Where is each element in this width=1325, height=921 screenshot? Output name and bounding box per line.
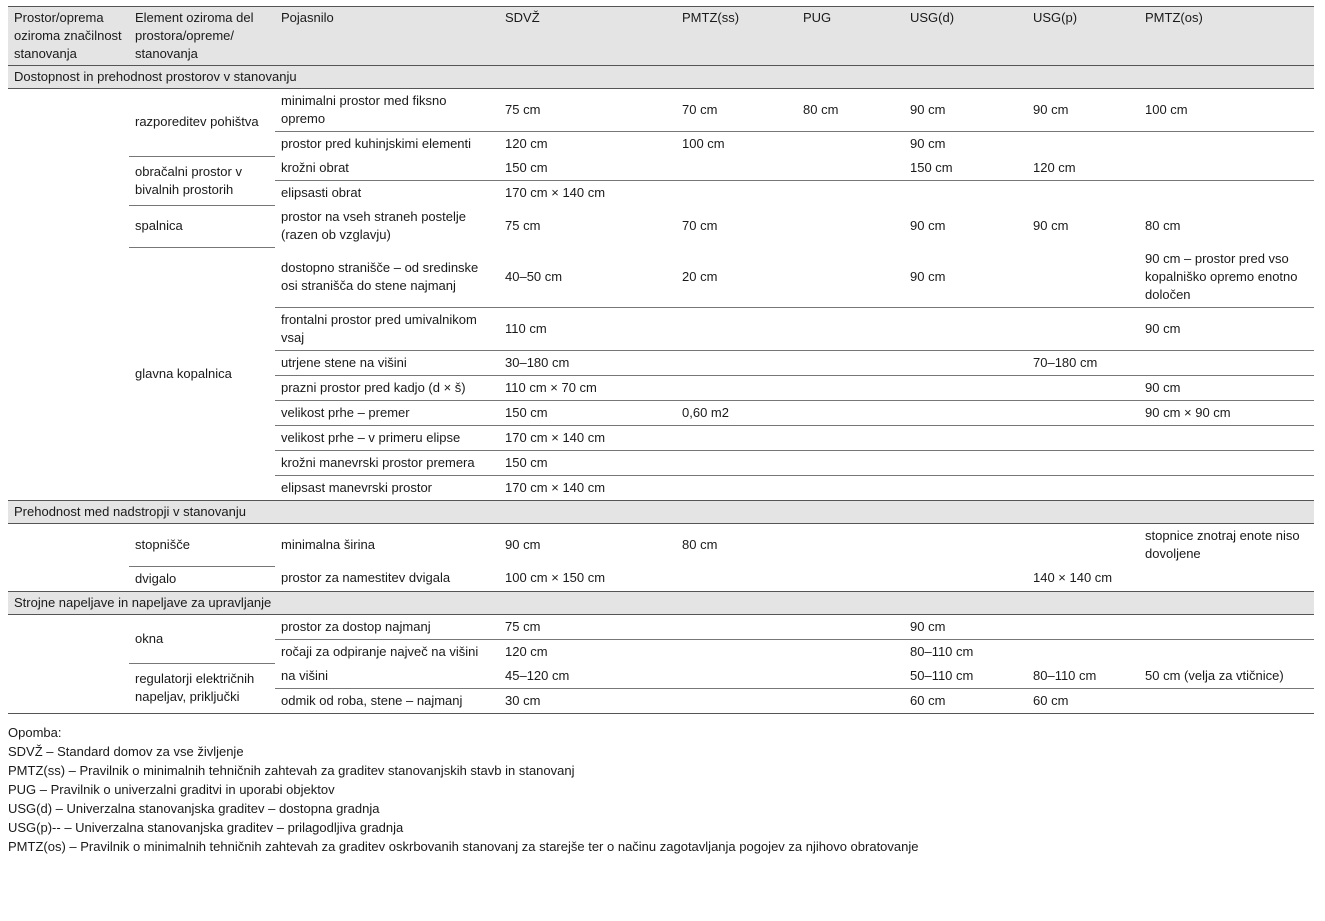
element-cell: okna [135, 630, 164, 646]
explanation-cell: krožni obrat [281, 160, 349, 175]
value-cell: 90 cm [505, 537, 541, 552]
value-cell [904, 524, 1027, 567]
explanation-cell: prostor za namestitev dvigala [281, 570, 451, 586]
value-cell: 50 cm (velja za vtičnice) [1145, 667, 1284, 683]
value-cell: 170 cm × 140 cm [499, 426, 676, 451]
table-row [8, 156, 1314, 181]
table-body [8, 66, 1314, 714]
value-cell: 150 cm [505, 160, 548, 175]
element-cell: obračalni prostor v bivalnih prostorih [129, 156, 275, 205]
explanation-cell: odmik od roba, stene – najmanj [275, 688, 499, 713]
value-cell: 120 cm [1033, 160, 1076, 175]
value-cell: 0,60 m2 [676, 401, 797, 426]
element-cell: stopnišče [135, 536, 190, 552]
value-cell: 100 cm [1145, 102, 1188, 117]
value-cell [904, 401, 1027, 426]
explanation-cell: elipsast manevrski prostor [275, 476, 499, 501]
column-header: Element oziroma del prostora/opreme/ stanovanja [129, 7, 275, 66]
value-cell: 80 cm [1145, 218, 1181, 233]
value-cell [1139, 351, 1314, 376]
column-header: PMTZ(ss) [676, 7, 797, 66]
value-cell: 90 cm [904, 132, 1027, 157]
value-cell [676, 426, 797, 451]
space-cell [8, 89, 129, 501]
table-row [8, 524, 1314, 567]
value-cell [797, 156, 904, 181]
value-cell: 70 cm [682, 218, 718, 233]
value-cell [1139, 566, 1314, 591]
table-row [8, 247, 1314, 308]
value-cell [797, 351, 904, 376]
value-cell [676, 376, 797, 401]
table-row [8, 614, 1314, 639]
explanation-cell: ročaji za odpiranje največ na višini [275, 639, 499, 664]
value-cell: 90 cm [1139, 376, 1314, 401]
value-cell [797, 664, 904, 689]
section-row [8, 66, 1314, 89]
table-row [8, 566, 1314, 591]
value-cell [1027, 308, 1139, 351]
value-cell: 80 cm [682, 537, 718, 552]
explanation-cell: minimalni prostor med fiksno opremo [281, 93, 447, 126]
value-cell [1027, 476, 1139, 501]
explanation-cell: prostor pred kuhinjskimi elementi [275, 132, 499, 157]
value-cell: 90 cm × 90 cm [1139, 401, 1314, 426]
value-cell: 90 cm [910, 269, 946, 284]
value-cell [676, 639, 797, 664]
explanation-cell: elipsasti obrat [275, 181, 499, 206]
table-row [8, 664, 1314, 689]
value-cell: 90 cm [1033, 102, 1069, 117]
value-cell: 150 cm [910, 160, 953, 175]
value-cell: 140 × 140 cm [1033, 570, 1113, 586]
value-cell: 80 cm [803, 102, 839, 117]
column-header: SDVŽ [499, 7, 676, 66]
value-cell: 45–120 cm [505, 667, 570, 683]
value-cell [1027, 401, 1139, 426]
element-cell: dvigalo [129, 566, 275, 591]
value-cell [797, 524, 904, 567]
note-item: PMTZ(os) – Pravilnik o minimalnih tehničnih zahtevah za graditev oskrbovanih stanovanj za starejše ter o načinu zagotavljanja pogojev za njihovo obratovanje [8, 838, 919, 854]
value-cell: 150 cm [499, 451, 676, 476]
element-cell: spalnica [129, 205, 275, 247]
value-cell: 50–110 cm [910, 667, 974, 683]
value-cell: 75 cm [505, 218, 541, 233]
explanation-cell: velikost prhe – v primeru elipse [275, 426, 499, 451]
value-cell [676, 351, 797, 376]
value-cell [797, 614, 904, 639]
value-cell [676, 614, 797, 639]
value-cell: 80–110 cm [904, 639, 1027, 664]
value-cell: 90 cm [1139, 308, 1314, 351]
value-cell [1139, 181, 1314, 206]
column-header: PUG [797, 7, 904, 66]
column-header: Pojasnilo [275, 7, 499, 66]
value-cell: 60 cm [904, 688, 1027, 713]
value-cell [904, 426, 1027, 451]
value-cell [904, 566, 1027, 591]
explanation-cell: minimalna širina [281, 537, 375, 552]
value-cell: 30 cm [499, 688, 676, 713]
value-cell [797, 308, 904, 351]
value-cell: stopnice znotraj enote niso dovoljene [1145, 528, 1300, 561]
value-cell [797, 451, 904, 476]
column-header: PMTZ(os) [1139, 7, 1314, 66]
requirements-table [8, 6, 1314, 714]
note-item: USG(d) – Univerzalna stanovanjska graditev – dostopna gradnja [8, 800, 380, 816]
note-item: PMTZ(ss) – Pravilnik o minimalnih tehničnih zahtevah za graditev stanovanjskih stavb in stanovanj [8, 762, 575, 778]
explanation-cell: dostopno stranišče – od sredinske osi stranišča do stene najmanj [281, 260, 479, 293]
value-cell: 90 cm [910, 102, 946, 117]
value-cell [676, 181, 797, 206]
value-cell [1027, 247, 1139, 308]
explanation-cell: krožni manevrski prostor premera [275, 451, 499, 476]
value-cell: 90 cm [910, 218, 946, 233]
value-cell [676, 308, 797, 351]
value-cell: 20 cm [682, 269, 718, 284]
value-cell [797, 181, 904, 206]
value-cell [904, 181, 1027, 206]
section-row [8, 501, 1314, 524]
value-cell [1027, 376, 1139, 401]
value-cell: 100 cm [676, 132, 797, 157]
explanation-cell: frontalni prostor pred umivalnikom vsaj [275, 308, 499, 351]
value-cell [1027, 614, 1139, 639]
value-cell: 75 cm [505, 618, 541, 634]
value-cell: 70 cm [682, 102, 718, 117]
value-cell [1139, 476, 1314, 501]
value-cell [904, 308, 1027, 351]
value-cell [797, 401, 904, 426]
value-cell [797, 426, 904, 451]
section-row [8, 591, 1314, 614]
value-cell [1027, 181, 1139, 206]
value-cell: 75 cm [505, 102, 541, 117]
value-cell [1139, 156, 1314, 181]
column-header: Prostor/oprema oziroma značilnost stanovanja [8, 7, 129, 66]
value-cell: 60 cm [1027, 688, 1139, 713]
value-cell [797, 247, 904, 308]
explanation-cell: na višini [281, 667, 328, 683]
value-cell [1027, 451, 1139, 476]
value-cell: 100 cm × 150 cm [505, 570, 606, 586]
value-cell [904, 476, 1027, 501]
value-cell [904, 376, 1027, 401]
value-cell: 90 cm – prostor pred vso kopalniško opremo enotno določen [1145, 251, 1298, 302]
explanation-cell: prostor za dostop najmanj [281, 618, 431, 634]
value-cell [904, 451, 1027, 476]
value-cell: 70–180 cm [1027, 351, 1139, 376]
value-cell [797, 566, 904, 591]
value-cell [676, 566, 797, 591]
value-cell [1139, 132, 1314, 157]
note-item: PUG – Pravilnik o univerzalni graditvi in uporabi objektov [8, 781, 335, 797]
value-cell [797, 639, 904, 664]
value-cell [1139, 614, 1314, 639]
value-cell: 90 cm [1033, 218, 1069, 233]
value-cell: 110 cm × 70 cm [499, 376, 676, 401]
value-cell: 80–110 cm [1033, 667, 1097, 683]
value-cell [1027, 132, 1139, 157]
column-header: USG(d) [904, 7, 1027, 66]
value-cell [797, 205, 904, 247]
value-cell [904, 351, 1027, 376]
explanation-cell: velikost prhe – premer [275, 401, 499, 426]
explanation-cell: prazni prostor pred kadjo (d × š) [275, 376, 499, 401]
document [8, 6, 1314, 856]
value-cell: 170 cm × 140 cm [499, 476, 676, 501]
notes-title: Opomba: [8, 724, 62, 740]
value-cell: 40–50 cm [505, 269, 563, 284]
note-item: SDVŽ – Standard domov za vse življenje [8, 743, 244, 759]
value-cell [676, 664, 797, 689]
element-cell: regulatorji električnih napeljav, priključki [129, 664, 275, 714]
explanation-cell: utrjene stene na višini [275, 351, 499, 376]
explanation-cell: prostor na vseh straneh postelje (razen ob vzglavju) [281, 209, 466, 242]
value-cell: 150 cm [499, 401, 676, 426]
value-cell [1139, 639, 1314, 664]
table-row [8, 205, 1314, 247]
value-cell [676, 476, 797, 501]
section-title: Dostopnost in prehodnost prostorov v stanovanju [8, 66, 1314, 89]
value-cell [1139, 426, 1314, 451]
value-cell: 120 cm [499, 132, 676, 157]
note-item: USG(p)-- – Univerzalna stanovanjska graditev – prilagodljiva gradnja [8, 819, 404, 835]
space-cell [8, 614, 129, 713]
header-row [8, 7, 1314, 66]
value-cell [1139, 451, 1314, 476]
value-cell: 90 cm [910, 618, 946, 634]
value-cell [797, 476, 904, 501]
value-cell [676, 451, 797, 476]
value-cell: 30–180 cm [499, 351, 676, 376]
value-cell [676, 688, 797, 713]
value-cell [797, 132, 904, 157]
table-header [8, 7, 1314, 66]
value-cell [1027, 524, 1139, 567]
section-title: Prehodnost med nadstropji v stanovanju [8, 501, 1314, 524]
value-cell: 110 cm [499, 308, 676, 351]
value-cell: 170 cm × 140 cm [499, 181, 676, 206]
space-cell [8, 524, 129, 592]
element-cell: glavna kopalnica [129, 247, 275, 501]
value-cell [797, 688, 904, 713]
table-row [8, 89, 1314, 132]
value-cell [1027, 639, 1139, 664]
value-cell: 120 cm [499, 639, 676, 664]
element-cell: razporeditev pohištva [135, 114, 259, 130]
section-title: Strojne napeljave in napeljave za upravljanje [8, 591, 1314, 614]
value-cell [1139, 688, 1314, 713]
value-cell [797, 376, 904, 401]
column-header: USG(p) [1027, 7, 1139, 66]
value-cell [676, 156, 797, 181]
value-cell [1027, 426, 1139, 451]
notes [8, 723, 1314, 856]
